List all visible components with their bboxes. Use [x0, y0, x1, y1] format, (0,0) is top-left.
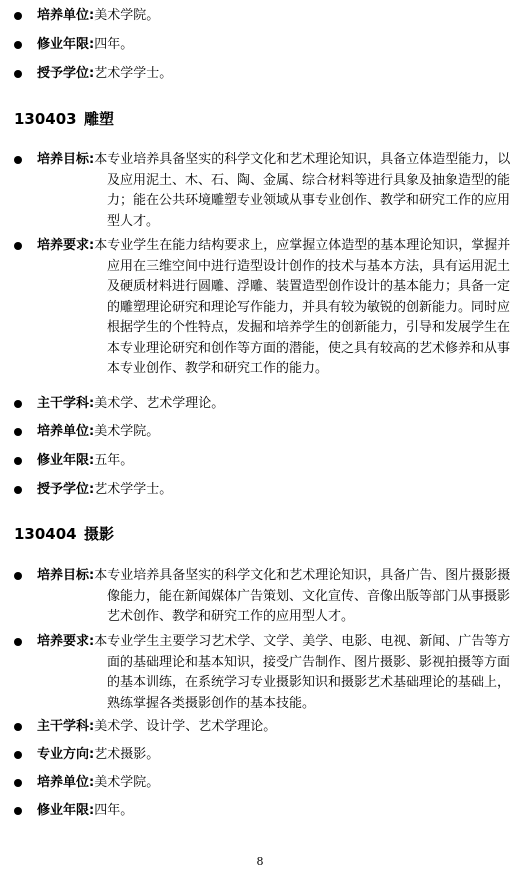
bullet-icon: [14, 428, 22, 436]
bullet-icon: [14, 156, 22, 164]
item-text: 艺术学学士。: [94, 66, 173, 81]
item-text: 艺术摄影。: [94, 747, 160, 762]
item-label: 修业年限:: [37, 37, 95, 52]
item-label: 授予学位:: [37, 482, 95, 497]
list-item: [14, 35, 512, 56]
item-label: 修业年限:: [37, 803, 95, 818]
list-item: [14, 236, 512, 380]
item-label: 培养要求:: [37, 634, 95, 649]
item-label: 培养单位:: [37, 8, 95, 23]
bullet-icon: [14, 572, 22, 580]
bullet-icon: [14, 12, 22, 20]
section-heading: [14, 523, 114, 544]
list-item: [14, 422, 512, 443]
item-text: 美术学、艺术学理论。: [94, 396, 225, 411]
bullet-icon: [14, 779, 22, 787]
item-label: 修业年限:: [37, 453, 95, 468]
item-label: 培养目标:: [37, 568, 95, 583]
list-item: [14, 717, 512, 738]
item-label: 主干学科:: [37, 396, 95, 411]
item-text: 艺术学学士。: [94, 482, 173, 497]
list-item: [14, 394, 512, 415]
item-label: 培养要求:: [37, 238, 95, 253]
item-text: 本专业培养具备坚实的科学文化和艺术理论知识，具备广告、图片摄影摄像能力，能在新闻媒体广告策划、文化宣传、音像出版等部门从事摄影艺术创作、教学和研究工作的应用型人才。: [94, 568, 511, 624]
list-item: [14, 745, 512, 766]
item-text: 本专业培养具备坚实的科学文化和艺术理论知识，具备立体造型能力，以及应用泥土、木、石、陶、金属、综合材料等进行具象及抽象造型的能力；能在公共环境雕塑专业领域从事专业创作、教学和研究工作的应用型人才。: [94, 152, 511, 229]
item-text: 美术学院。: [94, 8, 160, 23]
list-item: [14, 64, 512, 85]
list-item: [14, 6, 512, 27]
item-text: 本专业学生主要学习艺术学、文学、美学、电影、电视、新闻、广告等方面的基础理论和基本知识，接受广告制作、图片摄影、影视拍摄等方面的基本训练，在系统学习专业摄影知识和摄影艺术基础理论的基础上，熟练掌握各类摄影创作的基本技能。: [94, 634, 511, 711]
item-label: 授予学位:: [37, 66, 95, 81]
list-item: [14, 801, 512, 822]
item-label: 培养单位:: [37, 424, 95, 439]
list-item: [14, 632, 512, 714]
item-text: 四年。: [94, 37, 134, 52]
section-heading: [14, 108, 114, 129]
item-label: 培养目标:: [37, 152, 95, 167]
page-number: 8: [256, 855, 264, 868]
item-text: 四年。: [94, 803, 134, 818]
item-text: 本专业学生在能力结构要求上，应掌握立体造型的基本理论知识，掌握并应用在三维空间中进行造型设计创作的技术与基本方法，具有运用泥土及硬质材料进行圆雕、浮雕、装置造型创作设计的基本能力；具备一定的雕塑理论研究和理论写作能力，并具有较为敏锐的创新能力。同时应根据学生的个性特点，发掘和培养学生的创新能力，引导和发展学生在本专业理论研究和创作等方面的潜能，使之具有较高的艺术修养和从事本专业创作、教学和研究工作的能力。: [94, 238, 511, 376]
list-item: [14, 566, 512, 628]
bullet-icon: [14, 751, 22, 759]
bullet-icon: [14, 486, 22, 494]
bullet-icon: [14, 70, 22, 78]
list-item: [14, 480, 512, 501]
bullet-icon: [14, 807, 22, 815]
item-text: 美术学院。: [94, 424, 160, 439]
section-code: 130404: [14, 525, 77, 543]
section-title: 雕塑: [84, 110, 115, 128]
bullet-icon: [14, 638, 22, 646]
item-label: 培养单位:: [37, 775, 95, 790]
section-code: 130403: [14, 110, 77, 128]
list-item: [14, 773, 512, 794]
list-item: [14, 150, 512, 232]
bullet-icon: [14, 242, 22, 250]
item-text: 美术学院。: [94, 775, 160, 790]
bullet-icon: [14, 41, 22, 49]
bullet-icon: [14, 723, 22, 731]
item-label: 主干学科:: [37, 719, 95, 734]
bullet-icon: [14, 400, 22, 408]
item-text: 五年。: [94, 453, 134, 468]
bullet-icon: [14, 457, 22, 465]
section-title: 摄影: [84, 525, 115, 543]
list-item: [14, 451, 512, 472]
item-text: 美术学、设计学、艺术学理论。: [94, 719, 277, 734]
item-label: 专业方向:: [37, 747, 95, 762]
